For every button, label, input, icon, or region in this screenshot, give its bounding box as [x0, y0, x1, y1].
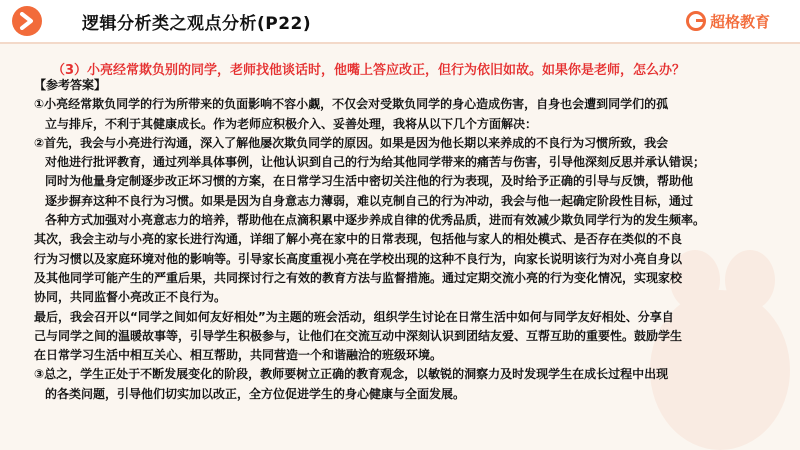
answer-line: 最后，我会召开以“同学之间如何友好相处”为主题的班会活动，组织学生讨论在日常生活中如何与同学友好相处、分享自: [34, 309, 674, 324]
brand-name: 超格教育: [709, 12, 770, 31]
answer-line: 逐步摒弃这种不良行为习惯。如果是因为自身意志力薄弱，难以克制自己的行为冲动，我会与他一起确定阶段性目标，通过: [45, 193, 694, 208]
question-text: （3）小亮经常欺负别的同学，老师找他谈话时，他嘴上答应改正，但行为依旧如故。如果你是老师，怎么办？: [52, 63, 686, 78]
answer-line: 对他进行批评教育，通过列举具体事例，让他认识到自己的行为给其他同学带来的痛苦与伤害，引导他深刻反思并承认错误；: [45, 155, 706, 170]
answer-line: ①小亮经常欺负同学的行为所带来的负面影响不容小觑，不仅会对受欺负同学的身心造成伤害，自身也会遭到同学们的孤: [34, 97, 669, 112]
answer-line: 行为习惯以及家庭环境对他的影响等。引导家长高度重视小亮在学校出现的这种不良行为，向家长说明该行为对小亮自身以: [34, 251, 683, 266]
answer-line: ②首先，我会与小亮进行沟通，深入了解他屡次欺负同学的原因。如果是因为他长期以来养成的不良行为习惯所致，我会: [34, 135, 669, 150]
answer-line: 及其他同学可能产生的严重后果，共同探讨行之有效的教育方法与监督措施。通过定期交流小亮的行为变化情况，实现家校: [34, 270, 683, 285]
page-title: 逻辑分析类之观点分析(P22): [82, 14, 312, 34]
answer-body: [34, 76, 780, 404]
answer-line: 在日常学习生活中相互关心、相互帮助，共同营造一个和谐融洽的班级环境。: [34, 348, 443, 363]
answer-line: 各种方式加强对小亮意志力的培养，帮助他在点滴积累中逐步养成自律的优秀品质，进而有效减少欺负同学行为的发生频率。: [45, 213, 706, 228]
answer-line: 立与排斥，不利于其健康成长。作为老师应积极介入、妥善处理，我将从以下几个方面解决：: [45, 116, 538, 131]
answer-line: 其次，我会主动与小亮的家长进行沟通，详细了解小亮在家中的日常表现，包括他与家人的相处模式、是否存在类似的不良: [34, 232, 683, 247]
answer-line: 同时为他量身定制逐步改正坏习惯的方案，在日常学习生活中密切关注他的行为表现，及时给予正确的引导与反馈，帮助他: [45, 174, 694, 189]
answer-label: 【参考答案】: [34, 78, 107, 92]
brand-mark-icon: [686, 11, 706, 31]
answer-line: 的各类问题，引导他们切实加以改正，全方位促进学生的身心健康与全面发展。: [45, 386, 466, 401]
answer-line: ③总之，学生正处于不断发展变化的阶段，教师要树立正确的教育观念，以敏锐的洞察力及时发现学生在成长过程中出现: [34, 367, 669, 382]
brand-logo: [686, 11, 770, 31]
answer-line: 协同，共同监督小亮改正不良行为。: [34, 290, 227, 305]
header-bar: [0, 0, 800, 44]
chevron-right-icon: [12, 6, 42, 36]
answer-line: 己与同学之间的温暖故事等，引导学生积极参与，让他们在交流互动中深刻认识到团结友爱、互帮互助的重要性。鼓励学生: [34, 328, 683, 343]
